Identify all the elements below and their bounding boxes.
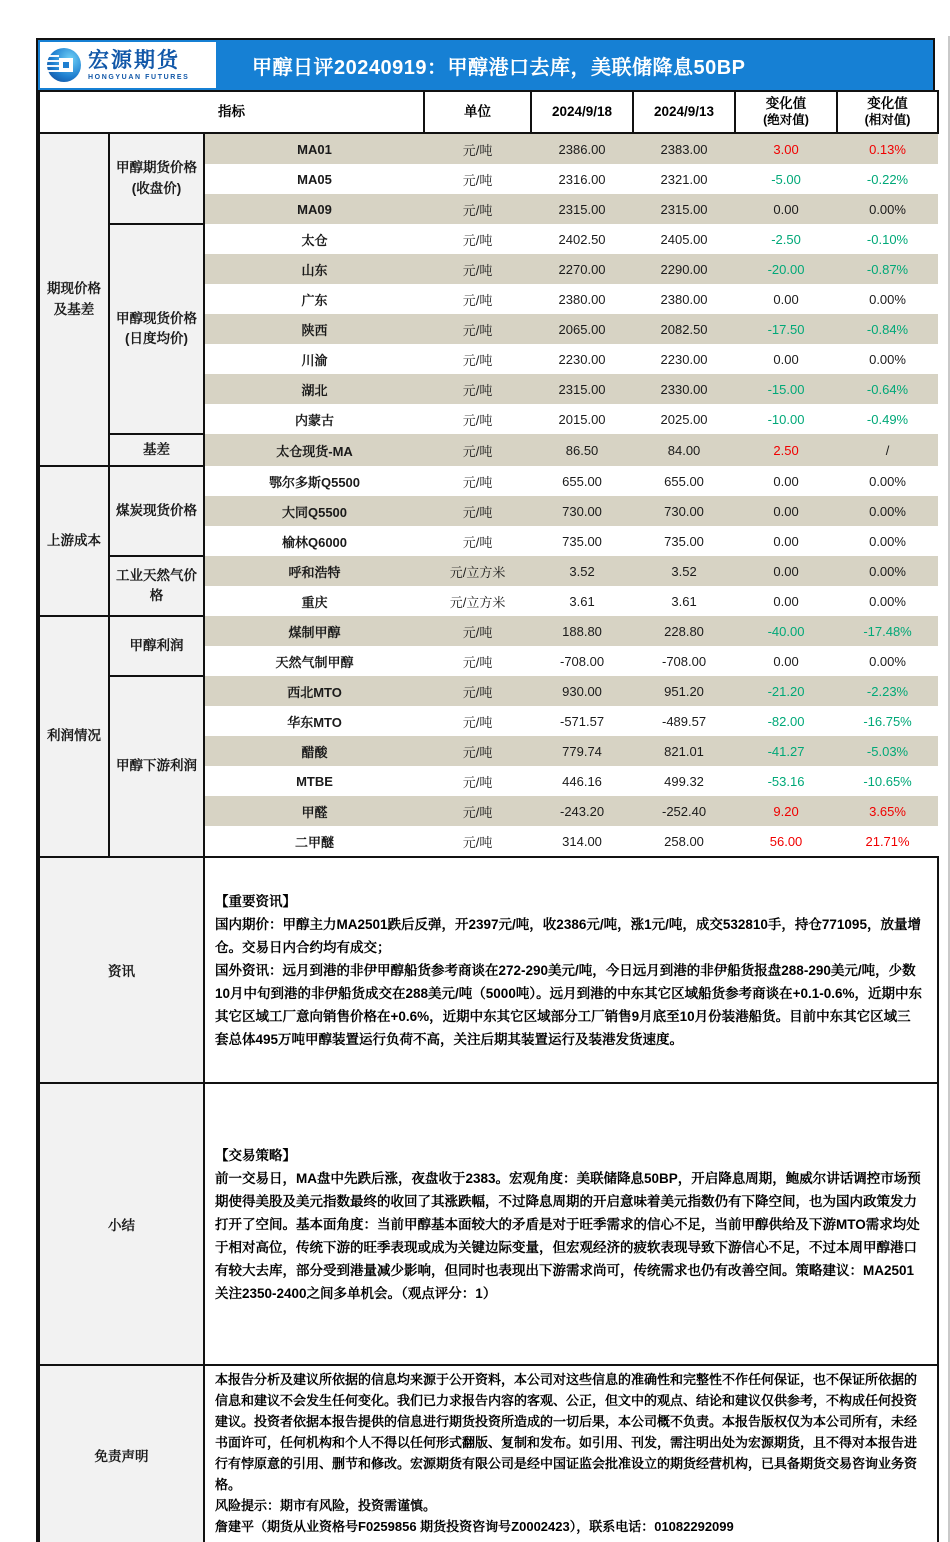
value-cell-current: 86.50	[531, 434, 633, 466]
indicator-name-cell: 大同Q5500	[204, 496, 424, 526]
indicator-name-cell: 鄂尔多斯Q5500	[204, 466, 424, 496]
value-cell-previous: 2025.00	[633, 404, 735, 434]
unit-cell: 元/吨	[424, 706, 531, 736]
indicator-name-cell: 川渝	[204, 344, 424, 374]
abs-change-cell: -5.00	[735, 164, 837, 194]
column-header-abs-change	[735, 91, 837, 133]
rel-change-cell: 0.00%	[837, 344, 938, 374]
value-cell-current: -571.57	[531, 706, 633, 736]
indicator-name-cell: 二甲醚	[204, 826, 424, 857]
note-line: 风险提示：期市有风险，投资需谨慎。	[215, 1498, 437, 1513]
value-cell-previous: 821.01	[633, 736, 735, 766]
unit-cell: 元/吨	[424, 224, 531, 254]
value-cell-current: 2270.00	[531, 254, 633, 284]
abs-change-cell: -40.00	[735, 616, 837, 646]
value-cell-current: 2315.00	[531, 194, 633, 224]
value-cell-current: 3.52	[531, 556, 633, 586]
column-header-sublabel: (绝对值)	[763, 112, 809, 127]
value-cell-current: 655.00	[531, 466, 633, 496]
rel-change-cell: 3.65%	[837, 796, 938, 826]
abs-change-cell: -82.00	[735, 706, 837, 736]
value-cell-previous: -708.00	[633, 646, 735, 676]
abs-change-cell: -10.00	[735, 404, 837, 434]
value-cell-previous: 258.00	[633, 826, 735, 857]
value-cell-previous: 84.00	[633, 434, 735, 466]
abs-change-cell: 56.00	[735, 826, 837, 857]
value-cell-previous: 2321.00	[633, 164, 735, 194]
note-line: 【交易策略】	[215, 1147, 296, 1163]
value-cell-current: 2386.00	[531, 133, 633, 164]
unit-cell: 元/立方米	[424, 556, 531, 586]
value-cell-previous: 499.32	[633, 766, 735, 796]
unit-cell: 元/吨	[424, 736, 531, 766]
note-line: 国内期价：甲醇主力MA2501跌后反弹，开2397元/吨，收2386元/吨，涨1元/吨，成交532810手，持仓771095，放量增仓。交易日内合约均有成交；	[215, 916, 921, 955]
group-label-cell	[109, 556, 204, 616]
indicator-name-cell: 甲醛	[204, 796, 424, 826]
value-cell-previous: 2330.00	[633, 374, 735, 404]
unit-cell: 元/吨	[424, 676, 531, 706]
label-line: (日度均价)	[125, 331, 188, 346]
value-cell-previous: 655.00	[633, 466, 735, 496]
rel-change-cell: -0.84%	[837, 314, 938, 344]
note-row	[39, 1365, 938, 1542]
abs-change-cell: 0.00	[735, 586, 837, 616]
label-line: 煤炭现货价格	[116, 502, 197, 518]
value-cell-previous: 3.61	[633, 586, 735, 616]
rel-change-cell: 0.00%	[837, 646, 938, 676]
note-content-cell	[204, 1083, 938, 1365]
value-cell-current: 3.61	[531, 586, 633, 616]
indicator-name-cell: 内蒙古	[204, 404, 424, 434]
note-content-cell	[204, 857, 938, 1083]
indicator-name-cell: 榆林Q6000	[204, 526, 424, 556]
abs-change-cell: -15.00	[735, 374, 837, 404]
rel-change-cell: 0.00%	[837, 586, 938, 616]
value-cell-current: 2380.00	[531, 284, 633, 314]
abs-change-cell: -41.27	[735, 736, 837, 766]
value-cell-previous: 3.52	[633, 556, 735, 586]
column-header-indicator	[39, 91, 424, 133]
value-cell-current: 930.00	[531, 676, 633, 706]
indicator-name-cell: 太仓	[204, 224, 424, 254]
rel-change-cell: 21.71%	[837, 826, 938, 857]
indicator-name-cell: 呼和浩特	[204, 556, 424, 586]
group-label-cell	[109, 434, 204, 466]
abs-change-cell: 0.00	[735, 284, 837, 314]
indicator-name-cell: 煤制甲醇	[204, 616, 424, 646]
abs-change-cell: -53.16	[735, 766, 837, 796]
brand-logo	[40, 42, 216, 88]
label-line: 甲醇下游利润	[116, 758, 197, 774]
unit-cell: 元/吨	[424, 826, 531, 857]
label-line: 期现价格	[47, 281, 101, 297]
value-cell-current: 2230.00	[531, 344, 633, 374]
value-cell-current: 2015.00	[531, 404, 633, 434]
value-cell-current: 2402.50	[531, 224, 633, 254]
group-label-cell	[109, 133, 204, 224]
group-label-cell	[109, 224, 204, 434]
column-header-unit	[424, 91, 531, 133]
table-row	[39, 133, 938, 164]
value-cell-previous: 2290.00	[633, 254, 735, 284]
abs-change-cell: 0.00	[735, 344, 837, 374]
indicator-name-cell: MA05	[204, 164, 424, 194]
column-header-date-previous	[633, 91, 735, 133]
abs-change-cell: -17.50	[735, 314, 837, 344]
unit-cell: 元/立方米	[424, 586, 531, 616]
abs-change-cell: 0.00	[735, 526, 837, 556]
abs-change-cell: 0.00	[735, 496, 837, 526]
abs-change-cell: 3.00	[735, 133, 837, 164]
value-cell-previous: 2405.00	[633, 224, 735, 254]
rel-change-cell: -0.10%	[837, 224, 938, 254]
label-line: 基差	[143, 441, 170, 457]
rel-change-cell: -0.22%	[837, 164, 938, 194]
value-cell-current: 2315.00	[531, 374, 633, 404]
report-title: 甲醇日评20240919：甲醇港口去库，美联储降息50BP	[252, 56, 746, 79]
globe-square-icon	[59, 58, 73, 72]
section-label-cell	[39, 466, 109, 616]
title-bar	[38, 40, 933, 90]
abs-change-cell: -2.50	[735, 224, 837, 254]
unit-cell: 元/吨	[424, 254, 531, 284]
note-content-cell	[204, 1365, 938, 1542]
value-cell-previous: 2383.00	[633, 133, 735, 164]
column-header-rel-change	[837, 91, 938, 133]
rel-change-cell: 0.00%	[837, 556, 938, 586]
unit-cell: 元/吨	[424, 496, 531, 526]
table-row	[39, 434, 938, 466]
note-line: 詹建平（期货从业资格号F0259856 期货投资咨询号Z0002423），联系电话：01082292099	[215, 1519, 734, 1534]
label-line: 利润情况	[47, 728, 101, 744]
group-label-cell	[109, 676, 204, 857]
value-cell-previous: 730.00	[633, 496, 735, 526]
unit-cell: 元/吨	[424, 766, 531, 796]
note-line: 本报告分析及建议所依据的信息均来源于公开资料，本公司对这些信息的准确性和完整性不作任何保证，也不保证所依据的信息和建议不会发生任何变化。我们已力求报告内容的客观、公正，但文中的观点、结论和建议仅供参考，不构成任何投资建议。投资者依据本报告提供的信息进行期货投资所造成的一切后果，本公司概不负责。本报告版权仅为本公司所有，未经书面许可，任何机构和个人不得以任何形式翻版、复制和发布。如引用、刊发，需注明出处为宏源期货，且不得对本报告进行有悖原意的引用、删节和修改。宏源期货有限公司是经中国证监会批准设立的期货经营机构，已具备期货交易咨询业务资格。	[215, 1372, 918, 1492]
note-line: 前一交易日，MA盘中先跌后涨，夜盘收于2383。宏观角度：美联储降息50BP，开启降息周期，鲍威尔讲话调控市场预期使得美股及美元指数最终的收回了其涨跌幅，不过降息周期的开启意味着美元指数仍有下降空间，也为国内政策发力打开了空间。基本面角度：当前甲醇基本面较大的矛盾是对于旺季需求的信心不足，当前甲醇供给及下游MTO需求均处于相对高位，传统下游的旺季表现或成为关键边际变量，但宏观经济的疲软表现导致下游信心不足，不过本周甲醇港口有较大去库，部分受到港量减少影响，但同时也表现出下游需求尚可，传统需求也仍有改善空间。策略建议：MA2501关注2350-2400之间多单机会。（观点评分：1）	[215, 1170, 921, 1301]
rel-change-cell: 0.00%	[837, 496, 938, 526]
rel-change-cell: -0.64%	[837, 374, 938, 404]
value-cell-previous: 2315.00	[633, 194, 735, 224]
value-cell-current: 735.00	[531, 526, 633, 556]
report-sheet	[36, 38, 935, 1542]
unit-cell: 元/吨	[424, 344, 531, 374]
value-cell-current: 2316.00	[531, 164, 633, 194]
unit-cell: 元/吨	[424, 194, 531, 224]
note-row	[39, 857, 938, 1083]
unit-cell: 元/吨	[424, 796, 531, 826]
rel-change-cell: -0.49%	[837, 404, 938, 434]
indicator-name-cell: 广东	[204, 284, 424, 314]
value-cell-current: 188.80	[531, 616, 633, 646]
rel-change-cell: /	[837, 434, 938, 466]
note-label-cell: 资讯	[39, 857, 204, 1083]
abs-change-cell: 0.00	[735, 466, 837, 496]
label-line: 甲醇期货价格	[116, 160, 197, 176]
value-cell-current: 314.00	[531, 826, 633, 857]
value-cell-current: 2065.00	[531, 314, 633, 344]
rel-change-cell: -17.48%	[837, 616, 938, 646]
column-header-sublabel: (相对值)	[864, 112, 911, 127]
column-header-label: 2024/9/18	[552, 103, 613, 119]
section-label-cell	[39, 616, 109, 857]
unit-cell: 元/吨	[424, 314, 531, 344]
indicator-name-cell: 湖北	[204, 374, 424, 404]
column-header-label: 变化值	[867, 95, 908, 111]
unit-cell: 元/吨	[424, 404, 531, 434]
rel-change-cell: 0.00%	[837, 284, 938, 314]
abs-change-cell: 2.50	[735, 434, 837, 466]
value-cell-current: -243.20	[531, 796, 633, 826]
label-line: 甲醇利润	[129, 637, 184, 653]
globe-stripes-icon	[44, 55, 59, 75]
value-cell-previous: 735.00	[633, 526, 735, 556]
unit-cell: 元/吨	[424, 526, 531, 556]
note-line: 【重要资讯】	[215, 893, 296, 909]
value-cell-previous: 2082.50	[633, 314, 735, 344]
rel-change-cell: -5.03%	[837, 736, 938, 766]
group-label-cell	[109, 616, 204, 676]
value-cell-previous: 228.80	[633, 616, 735, 646]
column-header-label: 变化值	[765, 95, 807, 111]
brand-name: 宏源期货	[88, 48, 180, 72]
abs-change-cell: 0.00	[735, 194, 837, 224]
unit-cell: 元/吨	[424, 164, 531, 194]
column-header-date-current	[531, 91, 633, 133]
note-line: 国外资讯：远月到港的非伊甲醇船货参考商谈在272-290美元/吨，今日远月到港的非伊船货报盘288-290美元/吨，少数10月中旬到港的非伊船货成交在288美元/吨（5000吨）。远月到港的中东其它区域船货参考商谈在+0.1-0.6%，近期中东其它区域工厂意向销售价格在+0.6%，近期中东其它区域部分工厂销售9月底至10月份装港船货。目前中东其它区域三套总体495万吨甲醇装置运行负荷不高，关注后期其装置运行及装港发货速度。	[215, 962, 922, 1047]
rel-change-cell: 0.00%	[837, 526, 938, 556]
unit-cell: 元/吨	[424, 466, 531, 496]
abs-change-cell: 9.20	[735, 796, 837, 826]
indicator-table	[38, 90, 939, 1542]
rel-change-cell: -16.75%	[837, 706, 938, 736]
indicator-name-cell: 山东	[204, 254, 424, 284]
brand-text	[88, 50, 189, 81]
label-line: 甲醇现货价格	[116, 310, 197, 326]
note-label-cell: 免责声明	[39, 1365, 204, 1542]
indicator-name-cell: 太仓现货-MA	[204, 434, 424, 466]
unit-cell: 元/吨	[424, 434, 531, 466]
unit-cell: 元/吨	[424, 646, 531, 676]
value-cell-previous: 2230.00	[633, 344, 735, 374]
value-cell-current: 779.74	[531, 736, 633, 766]
table-row	[39, 676, 938, 706]
rel-change-cell: -10.65%	[837, 766, 938, 796]
indicator-name-cell: MA01	[204, 133, 424, 164]
unit-cell: 元/吨	[424, 284, 531, 314]
table-row	[39, 616, 938, 646]
value-cell-previous: -252.40	[633, 796, 735, 826]
rel-change-cell: 0.00%	[837, 466, 938, 496]
table-row	[39, 224, 938, 254]
unit-cell: 元/吨	[424, 133, 531, 164]
label-line: 上游成本	[47, 532, 101, 548]
table-header-row	[39, 91, 938, 133]
note-row	[39, 1083, 938, 1365]
indicator-name-cell: 华东MTO	[204, 706, 424, 736]
label-line: (收盘价)	[131, 180, 182, 196]
abs-change-cell: -21.20	[735, 676, 837, 706]
value-cell-current: -708.00	[531, 646, 633, 676]
rel-change-cell: 0.00%	[837, 194, 938, 224]
abs-change-cell: 0.00	[735, 556, 837, 586]
indicator-name-cell: 重庆	[204, 586, 424, 616]
label-line: 工业天然气价格	[116, 567, 197, 603]
value-cell-previous: -489.57	[633, 706, 735, 736]
abs-change-cell: -20.00	[735, 254, 837, 284]
rel-change-cell: -2.23%	[837, 676, 938, 706]
note-label-cell: 小结	[39, 1083, 204, 1365]
value-cell-previous: 951.20	[633, 676, 735, 706]
group-label-cell	[109, 466, 204, 556]
indicator-name-cell: MA09	[204, 194, 424, 224]
label-line: 及基差	[53, 301, 95, 317]
indicator-name-cell: 西北MTO	[204, 676, 424, 706]
brand-subtitle: HONGYUAN FUTURES	[88, 73, 190, 81]
indicator-name-cell: 陕西	[204, 314, 424, 344]
section-label-cell	[39, 133, 109, 466]
value-cell-current: 730.00	[531, 496, 633, 526]
column-header-label: 单位	[464, 103, 492, 119]
abs-change-cell: 0.00	[735, 646, 837, 676]
table-row	[39, 556, 938, 586]
column-header-label: 2024/9/13	[654, 103, 715, 119]
indicator-name-cell: 醋酸	[204, 736, 424, 766]
rel-change-cell: 0.13%	[837, 133, 938, 164]
indicator-name-cell: MTBE	[204, 766, 424, 796]
indicator-name-cell: 天然气制甲醇	[204, 646, 424, 676]
value-cell-current: 446.16	[531, 766, 633, 796]
unit-cell: 元/吨	[424, 374, 531, 404]
table-row	[39, 466, 938, 496]
hongyuan-globe-icon	[47, 48, 81, 82]
value-cell-previous: 2380.00	[633, 284, 735, 314]
column-header-label: 指标	[218, 103, 246, 119]
unit-cell: 元/吨	[424, 616, 531, 646]
rel-change-cell: -0.87%	[837, 254, 938, 284]
